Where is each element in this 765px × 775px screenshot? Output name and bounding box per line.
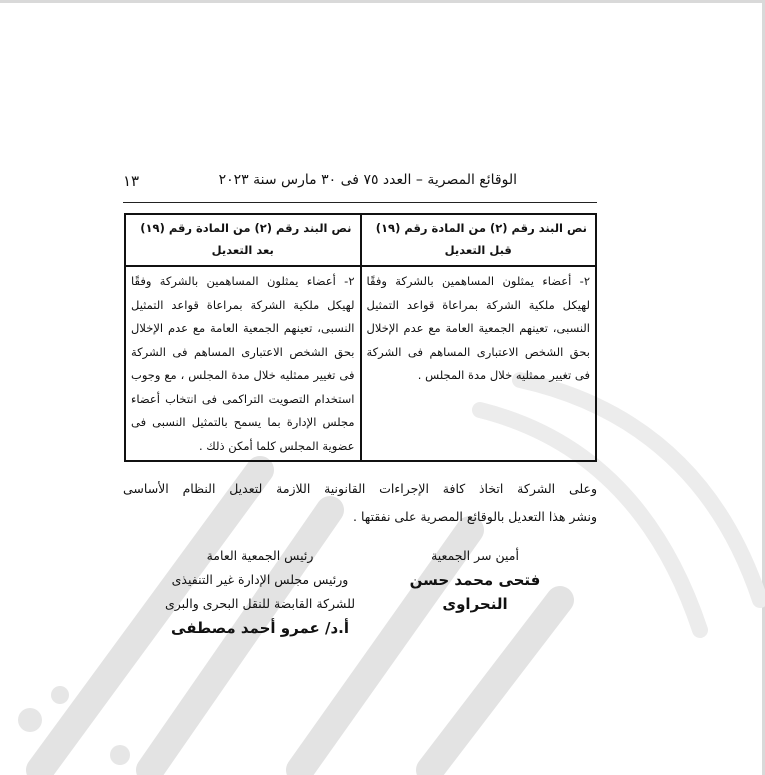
table-header-row: [125, 214, 596, 266]
page-header: [123, 172, 597, 194]
before-heading-line1: نص البند رقم (٢) من المادة رقم (١٩): [375, 221, 587, 235]
chairman-line1: رئيس الجمعية العامة: [206, 548, 314, 563]
chairman-line3: للشركة القابضة للنقل البحرى والبرى: [164, 596, 356, 611]
paragraph-legal-procedures: وعلى الشركة اتخاذ كافة الإجراءات القانونية اللازمة لتعديل النظام الأساسى: [123, 481, 597, 496]
after-heading-line1: نص البند رقم (٢) من المادة رقم (١٩): [140, 221, 352, 235]
signature-secretary: [375, 544, 575, 616]
before-heading-line2: قبل التعديل: [444, 243, 512, 257]
before-text-cell: ٢- أعضاء يمثلون المساهمين بالشركة وفقًا لهيكل ملكية الشركة بمراعاة قواعد التمثيل النسبى، تعينهم الجمعية العامة مع عدم الإخلال بحق الشخص الاعتبارى المساهم فى الشركة فى تغيير ممثليه خلال مدة المجلس .: [361, 266, 597, 461]
before-heading-cell: [361, 214, 597, 266]
paragraph-publication: ونشر هذا التعديل بالوقائع المصرية على نفقتها .: [353, 509, 597, 524]
page-number: ١٣: [123, 172, 140, 190]
gazette-title: الوقائع المصرية – العدد ٧٥ فى ٣٠ مارس سنة ٢٠٢٣: [218, 172, 517, 188]
header-rule: [123, 202, 597, 203]
after-heading-cell: [125, 214, 361, 266]
table-body-row: [125, 266, 596, 461]
amendment-comparison-table: [124, 213, 597, 462]
chairman-name: أ.د/ عمرو أحمد مصطفى: [171, 619, 349, 637]
secretary-title: أمين سر الجمعية: [431, 548, 519, 563]
signature-chairman: [150, 544, 370, 640]
scan-frame-top: [0, 0, 765, 3]
after-heading-line2: بعد التعديل: [211, 243, 274, 257]
chairman-line2: ورئيس مجلس الإدارة غير التنفيذى: [171, 572, 349, 587]
after-text-cell: ٢- أعضاء يمثلون المساهمين بالشركة وفقًا لهيكل ملكية الشركة بمراعاة قواعد التمثيل النسبى، تعينهم الجمعية العامة مع عدم الإخلال بحق الشخص الاعتبارى المساهم فى الشركة فى تغيير ممثليه خلال مدة المجلس ، مع وجوب استخدام التصويت التراكمى فى انتخاب أعضاء مجلس الإدارة بما يسمح بالتمثيل النسبى فى عضوية المجلس كلما أمكن ذلك .: [125, 266, 361, 461]
secretary-name: فتحى محمد حسن النحراوى: [409, 571, 541, 613]
